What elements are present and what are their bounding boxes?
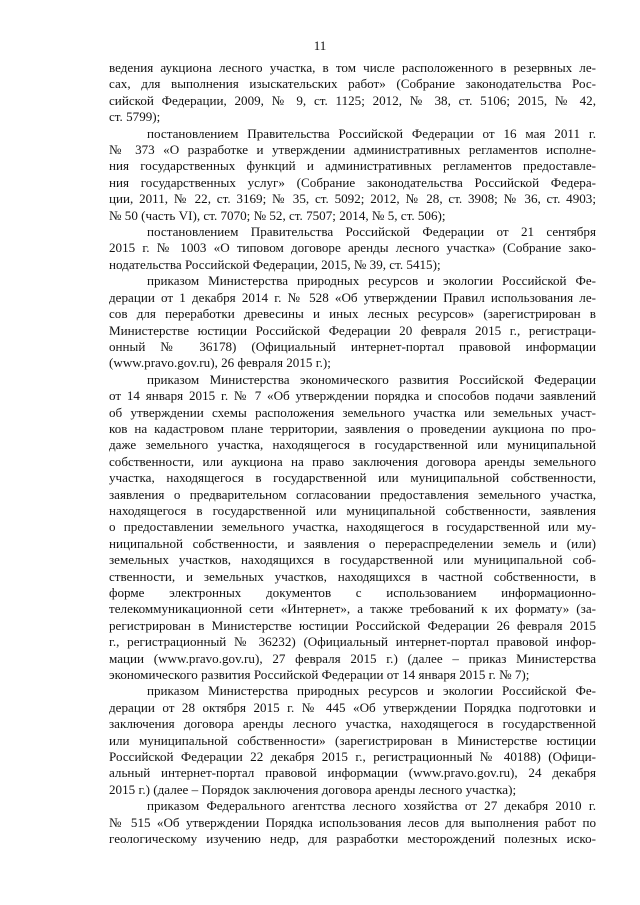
text-line: о предоставлении земельного участка, находящегося в государственной или му- bbox=[109, 519, 596, 535]
text-line: заявления о предварительном согласовании предоставления земельного участка, bbox=[109, 486, 596, 502]
text-line: постановлением Правительства Российской Федерации от 21 сентября bbox=[147, 224, 596, 240]
text-line: экономического развития Российской Федерации от 14 января 2015 г. № 7); bbox=[109, 667, 530, 683]
text-line: ния государственных услуг» (Собрание законодательства Российской Федера- bbox=[109, 174, 596, 190]
text-line: мации (www.pravo.gov.ru), 27 февраля 2015 г.) (далее – приказ Министерства bbox=[109, 650, 596, 666]
text-line: приказом Министерства природных ресурсов и экологии Российской Фе- bbox=[147, 683, 596, 699]
text-line: сов для переработки древесины и иных лесных ресурсов» (зарегистрирован в bbox=[109, 306, 596, 322]
text-line: находящегося в государственной или муниципальной собственности, заявления bbox=[109, 502, 596, 518]
text-line: № 373 «О разработке и утверждении административных регламентов исполне- bbox=[109, 142, 596, 158]
text-line: ведения аукциона лесного участка, в том числе расположенного в резервных ле- bbox=[109, 60, 596, 75]
text-line: (www.pravo.gov.ru), 26 февраля 2015 г.); bbox=[109, 355, 331, 371]
text-line: № 515 «Об утверждении Порядка использования лесов для выполнения работ по bbox=[109, 814, 596, 830]
text-line: участка, находящегося в государственной или муниципальной собственности, bbox=[109, 470, 596, 486]
text-line: приказом Министерства природных ресурсов и экологии Российской Фе- bbox=[147, 273, 596, 289]
paragraph-order-515 bbox=[109, 798, 596, 847]
text-line: ст. 5799); bbox=[109, 109, 161, 125]
text-line: собственности, или аукциона на право заключения договора аренды земельного bbox=[109, 453, 596, 469]
paragraph-1-continuation bbox=[109, 60, 596, 126]
text-line: ниципальной собственности, и заявления о перераспределении земель и (или) bbox=[109, 535, 596, 551]
page-number: 11 bbox=[313, 38, 327, 53]
text-line: ков на кадастровом плане территории, заявления о проведении аукциона по про- bbox=[109, 420, 596, 436]
paragraph-order-7 bbox=[109, 372, 596, 684]
text-line: Министерстве юстиции Российской Федерации 20 февраля 2015 г., регистраци- bbox=[109, 322, 596, 338]
text-line: приказом Федерального агентства лесного хозяйства от 27 декабря 2010 г. bbox=[147, 798, 596, 814]
text-line: ции, 2011, № 22, ст. 3169; № 35, ст. 5092; 2012, № 28, ст. 3908; № 36, ст. 4903; bbox=[109, 191, 596, 207]
text-line: об утверждении схемы расположения земельного участка или земельных участ- bbox=[109, 404, 596, 420]
text-line: или муниципальной собственности» (зарегистрирован в Министерстве юстиции bbox=[109, 732, 596, 748]
text-line: заключения договора аренды лесного участка, находящегося в государственной bbox=[109, 716, 596, 732]
text-line: даже земельного участка, находящегося в государственной или муниципальной bbox=[109, 437, 596, 453]
document-body bbox=[109, 60, 596, 848]
text-line: онный № 36178) (Официальный интернет-портал правовой информации bbox=[109, 338, 596, 354]
paragraph-resolution-1003 bbox=[109, 224, 596, 273]
paragraph-order-445 bbox=[109, 683, 596, 798]
text-line: приказом Министерства экономического развития Российской Федерации bbox=[147, 371, 596, 387]
text-line: ния государственных функций и административных регламентов предоставле- bbox=[109, 158, 596, 174]
text-line: № 50 (часть VI), ст. 7070; № 52, ст. 7507; 2014, № 5, ст. 506); bbox=[109, 207, 446, 223]
text-line: 2015 г.) (далее – Порядок заключения договора аренды лесного участка); bbox=[109, 781, 517, 797]
text-line: регистрирован в Министерстве юстиции Российской Федерации 26 февраля 2015 bbox=[109, 617, 596, 633]
text-line: Российской Федерации 22 декабря 2015 г., регистрационный № 40188) (Офици- bbox=[109, 749, 596, 765]
text-line: ственности, и земельных участков, находящихся в частной собственности, в bbox=[109, 568, 596, 584]
text-line: сах, для выполнения изыскательских работ» (Собрание законодательства Рос- bbox=[109, 76, 596, 92]
text-line: сийской Федерации, 2009, № 9, ст. 1125; 2012, № 38, ст. 5106; 2015, № 42, bbox=[109, 92, 596, 108]
text-line: г., регистрационный № 36232) (Официальный интернет-портал правовой инфор- bbox=[109, 634, 596, 650]
text-line: 2015 г. № 1003 «О типовом договоре аренды лесного участка» (Собрание зако- bbox=[109, 240, 596, 256]
text-line: геологическому изучению недр, для разработки месторождений полезных иско- bbox=[109, 831, 596, 847]
text-line: форме электронных документов с использованием информационно- bbox=[109, 585, 596, 600]
paragraph-order-528 bbox=[109, 273, 596, 371]
text-line: от 14 января 2015 г. № 7 «Об утверждении порядка и способов подачи заявлений bbox=[109, 388, 596, 404]
text-line: нодательства Российской Федерации, 2015, № 39, ст. 5415); bbox=[109, 256, 441, 272]
text-line: телекоммуникационной сети «Интернет», а также требований к их формату» (за- bbox=[109, 601, 596, 617]
text-line: дерации от 1 декабря 2014 г. № 528 «Об утверждении Правил использования ле- bbox=[109, 289, 596, 305]
text-line: альный интернет-портал правовой информации (www.pravo.gov.ru), 24 декабря bbox=[109, 765, 596, 781]
paragraph-resolution-373 bbox=[109, 126, 596, 224]
text-line: земельных участков, находящихся в государственной или муниципальной соб- bbox=[109, 552, 596, 568]
text-line: постановлением Правительства Российской Федерации от 16 мая 2011 г. bbox=[147, 125, 596, 141]
text-line: дерации от 28 октября 2015 г. № 445 «Об утверждении Порядка подготовки и bbox=[109, 699, 596, 715]
